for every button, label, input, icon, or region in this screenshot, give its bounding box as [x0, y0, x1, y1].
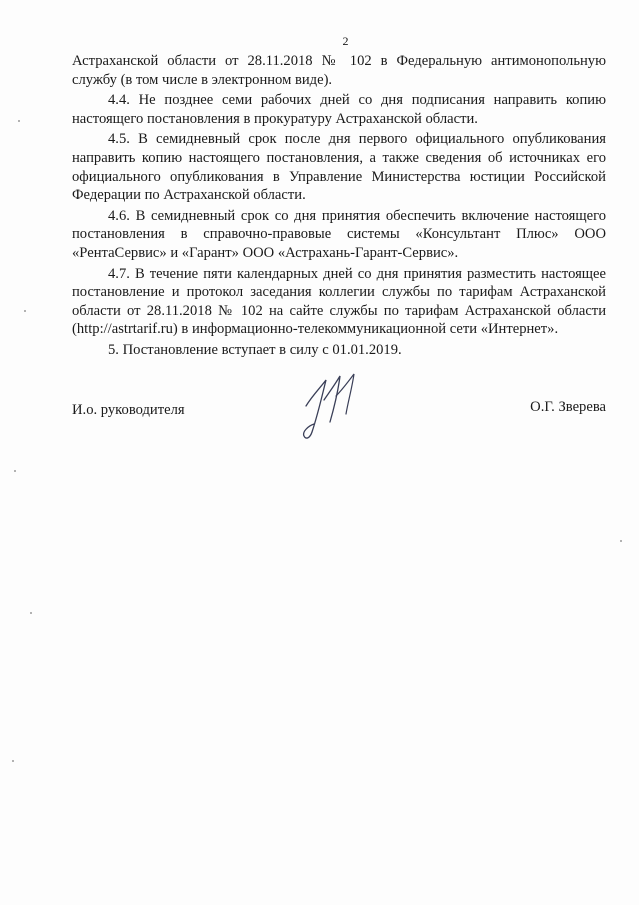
signatory-role: И.о. руководителя: [72, 402, 185, 418]
scan-speck: [12, 760, 14, 762]
signature-block: [72, 399, 606, 442]
paragraph-4-6: 4.6. В семидневный срок со дня принятия обеспечить включение настоящего постановления в справочно-правовые системы «Консультант Плюс» ООО «РентаСервис» и «Гарант» ООО «Астрахань-Гарант-Сервис».: [72, 207, 606, 261]
scan-speck: [18, 120, 20, 122]
paragraph-4-5: 4.5. В семидневный срок после дня первого официального опубликования направить копию настоящего постановления, а также сведения об источниках его официального опубликования в Управление Министерства юстиции Российской Федерации по Астраханской области.: [72, 131, 606, 204]
scan-speck: [14, 470, 16, 472]
document-body: [72, 52, 606, 362]
paragraph-continuation: Астраханской области от 28.11.2018 № 102 в Федеральную антимонопольную службу (в том числе в электронном виде).: [72, 53, 606, 88]
scan-speck: [24, 310, 26, 312]
paragraph-5: 5. Постановление вступает в силу с 01.01.2019.: [108, 341, 402, 358]
paragraph-4-4: 4.4. Не позднее семи рабочих дней со дня подписания направить копию настоящего постановления в прокуратуру Астраханской области.: [72, 92, 606, 127]
scan-speck: [620, 540, 622, 542]
page-number: 2: [342, 34, 349, 48]
scan-speck: [30, 612, 32, 614]
handwritten-signature: [298, 366, 368, 446]
signatory-name: О.Г. Зверева: [530, 399, 606, 415]
paragraph-4-7: 4.7. В течение пяти календарных дней со дня принятия разместить настоящее постановление и протокол заседания коллегии службы по тарифам Астраханской области от 28.11.2018 № 102 на сайте службы по тарифам Астраханской области (http://astrtarif.ru) в информационно-телекоммуникационной сети «Интернет».: [72, 265, 606, 338]
